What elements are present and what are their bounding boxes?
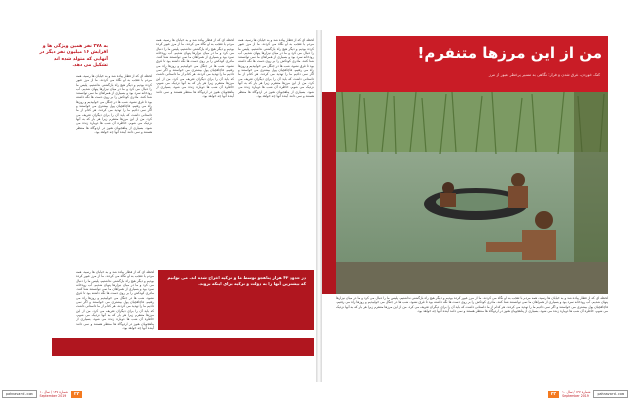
website-label[interactable]: pahnavard.com xyxy=(2,390,37,398)
bottom-red-bar xyxy=(52,338,314,356)
top-quote: به ۲۷۸ نفر همین ویژگی ها و افزایش ۱۶ میلیون نفر دیگر در آنهایی که متولد شده اند تشکیل می دهد. xyxy=(39,44,108,69)
article-photo xyxy=(336,92,608,294)
right-side-red-bar xyxy=(322,92,336,294)
subhead: کتک خوردن، غرق شدن و فرار: نگاهی به مسیر پرخطر عبور از مرز xyxy=(488,72,600,77)
issue-info: شماره ۱۴۷ / سال ۱۰ September 2019 xyxy=(562,390,591,398)
headline-banner xyxy=(336,36,608,92)
text-column: لحظه ای که از قطار پیاده شد و به خیابان ها رسید، همه مردم با تعجب به او نگاه می کردند. ما از مرز عبور کرده بودیم و دیگر هیچ راه بازگشتی نداشتیم. پلیس ما را دنبال می کرد و ما در میان نیزارها پنهان شدیم. آب رودخانه سرد بود و بسیاری از همراهان ما نمی توانستند شنا کنند. مادری کودکش را بر روی دست ها نگه داشته بود تا غرق نشود. شب ها در جنگل می خوابیدیم و روزها راه می رفتیم. قاچاقچیان پول بیشتری می خواستند و اگر نمی دادیم ما را تهدید می کردند. هر کدام از ما داستانی داشت که باید آن را برای دیگران تعریف می کرد. من از این مرزها متنفرم زیرا هر بار که به آنها نزدیک می شوم، خاطره آن شب ها دوباره زنده می شود. بسیاری از پناهجویان هنوز در اردوگاه ها منتظر هستند و نمی دانند آینده آنها چه خواهد بود. xyxy=(76,74,152,134)
headline: من از این مرزها متنفرم! xyxy=(417,44,602,62)
footer-right xyxy=(548,386,628,402)
right-page xyxy=(322,30,608,382)
text-column: لحظه ای که از قطار پیاده شد و به خیابان ها رسید، همه مردم با تعجب به او نگاه می کردند. ما از مرز عبور کرده بودیم و دیگر هیچ راه بازگشتی نداشتیم. پلیس ما را دنبال می کرد و ما در میان نیزارها پنهان شدیم. آب رودخانه سرد بود و بسیاری از همراهان ما نمی توانستند شنا کنند. مادری کودکش را بر روی دست ها نگه داشته بود تا غرق نشود. شب ها در جنگل می خوابیدیم و روزها راه می رفتیم. قاچاقچیان پول بیشتری می خواستند و اگر نمی دادیم ما را تهدید می کردند. هر کدام از ما داستانی داشت که باید آن را برای دیگران تعریف می کرد. من از این مرزها متنفرم زیرا هر بار که به آنها نزدیک می شوم، خاطره آن شب ها دوباره زنده می شود. بسیاری از پناهجویان هنوز در اردوگاه ها منتظر هستند و نمی دانند آینده آنها چه خواهد بود. xyxy=(336,296,608,313)
website-label[interactable]: pahnavard.com xyxy=(593,390,628,398)
pull-quote: در حدود ۴۳ هزار پناهجو توسط ما و ترکیه اخراج شده اند. می توانیم که بیشترین آنها را به دولت و ترکیه برای اینکه بروند. xyxy=(158,270,314,330)
text-column: لحظه ای که از قطار پیاده شد و به خیابان ها رسید، همه مردم با تعجب به او نگاه می کردند. ما از مرز عبور کرده بودیم و دیگر هیچ راه بازگشتی نداشتیم. پلیس ما را دنبال می کرد و ما در میان نیزارها پنهان شدیم. آب رودخانه سرد بود و بسیاری از همراهان ما نمی توانستند شنا کنند. مادری کودکش را بر روی دست ها نگه داشته بود تا غرق نشود. شب ها در جنگل می خوابیدیم و روزها راه می رفتیم. قاچاقچیان پول بیشتری می خواستند و اگر نمی دادیم ما را تهدید می کردند. هر کدام از ما داستانی داشت که باید آن را برای دیگران تعریف می کرد. من از این مرزها متنفرم زیرا هر بار که به آنها نزدیک می شوم، خاطره آن شب ها دوباره زنده می شود. بسیاری از پناهجویان هنوز در اردوگاه ها منتظر هستند و نمی دانند آینده آنها چه خواهد بود. xyxy=(156,38,234,98)
page-number: ۲۲ xyxy=(71,391,82,398)
left-page xyxy=(38,30,316,382)
text-column: لحظه ای که از قطار پیاده شد و به خیابان ها رسید، همه مردم با تعجب به او نگاه می کردند. ما از مرز عبور کرده بودیم و دیگر هیچ راه بازگشتی نداشتیم. پلیس ما را دنبال می کرد و ما در میان نیزارها پنهان شدیم. آب رودخانه سرد بود و بسیاری از همراهان ما نمی توانستند شنا کنند. مادری کودکش را بر روی دست ها نگه داشته بود تا غرق نشود. شب ها در جنگل می خوابیدیم و روزها راه می رفتیم. قاچاقچیان پول بیشتری می خواستند و اگر نمی دادیم ما را تهدید می کردند. هر کدام از ما داستانی داشت که باید آن را برای دیگران تعریف می کرد. من از این مرزها متنفرم زیرا هر بار که به آنها نزدیک می شوم، خاطره آن شب ها دوباره زنده می شود. بسیاری از پناهجویان هنوز در اردوگاه ها منتظر هستند و نمی دانند آینده آنها چه خواهد بود. xyxy=(76,270,154,330)
footer-left xyxy=(2,386,82,402)
issue-info: شماره ۱۴۷ / سال ۱۰ September 2019 xyxy=(39,390,68,398)
page-number: ۲۳ xyxy=(548,391,559,398)
text-column: لحظه ای که از قطار پیاده شد و به خیابان ها رسید، همه مردم با تعجب به او نگاه می کردند. ما از مرز عبور کرده بودیم و دیگر هیچ راه بازگشتی نداشتیم. پلیس ما را دنبال می کرد و ما در میان نیزارها پنهان شدیم. آب رودخانه سرد بود و بسیاری از همراهان ما نمی توانستند شنا کنند. مادری کودکش را بر روی دست ها نگه داشته بود تا غرق نشود. شب ها در جنگل می خوابیدیم و روزها راه می رفتیم. قاچاقچیان پول بیشتری می خواستند و اگر نمی دادیم ما را تهدید می کردند. هر کدام از ما داستانی داشت که باید آن را برای دیگران تعریف می کرد. من از این مرزها متنفرم زیرا هر بار که به آنها نزدیک می شوم، خاطره آن شب ها دوباره زنده می شود. بسیاری از پناهجویان هنوز در اردوگاه ها منتظر هستند و نمی دانند آینده آنها چه خواهد بود. xyxy=(238,38,314,98)
